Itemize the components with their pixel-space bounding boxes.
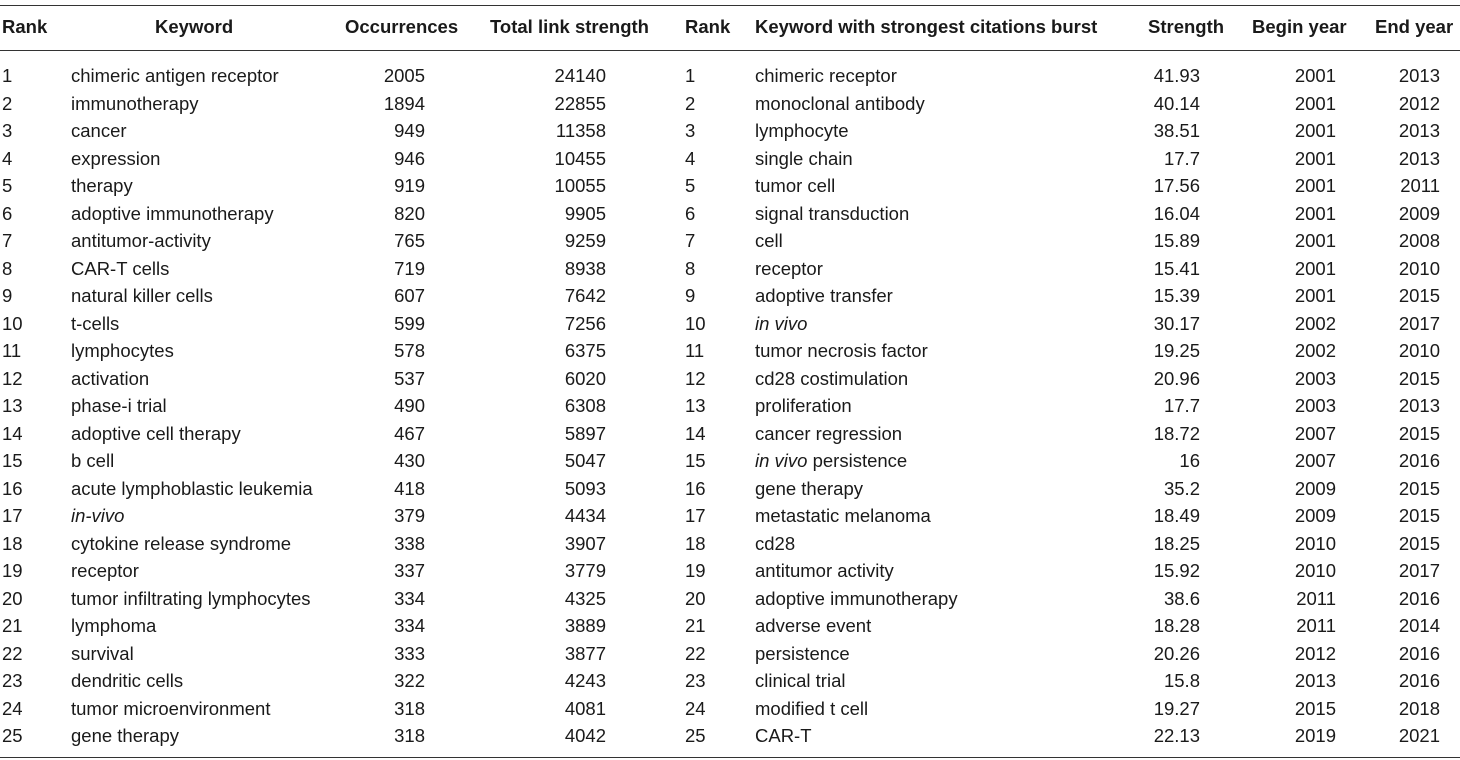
row-occurrences: 337 <box>394 560 425 581</box>
row-strength: 38.6 <box>1163 587 1200 609</box>
row-occurrences: 490 <box>394 395 425 416</box>
row-burst-keyword: gene therapy <box>755 477 864 499</box>
row-begin-year: 2001 <box>1294 257 1336 279</box>
table-top-rule <box>0 5 1460 6</box>
row-burst-keyword: proliferation <box>755 395 852 416</box>
row-burst-rank: 7 <box>685 230 696 251</box>
row-rank: 20 <box>2 587 23 609</box>
row-strength: 35.2 <box>1163 477 1200 499</box>
row-strength: 20.26 <box>1153 642 1200 664</box>
row-strength: 18.72 <box>1153 422 1200 444</box>
row-burst-keyword: tumor cell <box>755 175 836 196</box>
table-row <box>0 365 1460 393</box>
row-rank: 3 <box>2 120 13 141</box>
row-rank: 25 <box>2 725 23 746</box>
row-burst-keyword: modified t cell <box>755 697 869 719</box>
row-occurrences: 338 <box>394 532 425 554</box>
row-occurrences: 1894 <box>383 92 425 114</box>
row-total-link-strength: 5897 <box>564 422 606 444</box>
row-strength: 15.8 <box>1163 670 1200 691</box>
row-keyword: phase-i trial <box>71 395 167 416</box>
row-end-year: 2009 <box>1398 202 1440 224</box>
row-strength: 41.93 <box>1153 65 1200 86</box>
table-row <box>0 337 1460 365</box>
row-strength: 20.96 <box>1153 367 1200 389</box>
table-row <box>0 502 1460 530</box>
row-burst-rank: 14 <box>685 422 706 444</box>
header-rank: Rank <box>2 16 48 37</box>
table-row <box>0 172 1460 200</box>
row-begin-year: 2010 <box>1294 560 1336 581</box>
row-burst-rank: 25 <box>685 725 706 746</box>
row-burst-rank: 2 <box>685 92 696 114</box>
row-end-year: 2021 <box>1398 725 1440 746</box>
row-keyword: adoptive immunotherapy <box>71 202 274 224</box>
row-keyword: chimeric antigen receptor <box>71 65 279 86</box>
row-rank: 12 <box>2 367 23 389</box>
table-row <box>0 447 1460 475</box>
table-row <box>0 392 1460 420</box>
row-occurrences: 334 <box>394 587 425 609</box>
row-rank: 16 <box>2 477 23 499</box>
row-total-link-strength: 7642 <box>564 285 606 306</box>
row-keyword: immunotherapy <box>71 92 199 114</box>
row-keyword: activation <box>71 367 150 389</box>
row-strength: 40.14 <box>1153 92 1200 114</box>
row-keyword: adoptive cell therapy <box>71 422 241 444</box>
row-end-year: 2012 <box>1398 92 1440 114</box>
keyword-text: persistence <box>807 450 908 471</box>
row-burst-keyword: adoptive immunotherapy <box>755 587 958 609</box>
row-total-link-strength: 6375 <box>564 340 606 361</box>
row-rank: 19 <box>2 560 23 581</box>
row-occurrences: 537 <box>394 367 425 389</box>
row-begin-year: 2001 <box>1294 202 1336 224</box>
table-row <box>0 557 1460 585</box>
row-burst-keyword: cell <box>755 230 783 251</box>
row-begin-year: 2011 <box>1296 615 1336 636</box>
row-keyword: therapy <box>71 175 133 196</box>
row-burst-rank: 18 <box>685 532 706 554</box>
row-keyword: natural killer cells <box>71 285 213 306</box>
row-burst-rank: 12 <box>685 367 706 389</box>
row-burst-keyword: adverse event <box>755 615 872 636</box>
table-row <box>0 612 1460 640</box>
row-strength: 17.7 <box>1163 147 1200 169</box>
row-burst-rank: 22 <box>685 642 706 664</box>
header-keyword: Keyword <box>155 16 234 37</box>
row-keyword: tumor microenvironment <box>71 697 271 719</box>
row-end-year: 2008 <box>1398 230 1440 251</box>
row-total-link-strength: 10455 <box>554 147 606 169</box>
row-burst-keyword: antitumor activity <box>755 560 894 581</box>
row-occurrences: 949 <box>394 120 425 141</box>
row-begin-year: 2001 <box>1294 230 1336 251</box>
row-strength: 30.17 <box>1153 312 1200 334</box>
row-occurrences: 418 <box>394 477 425 499</box>
row-rank: 13 <box>2 395 23 416</box>
row-occurrences: 2005 <box>383 65 425 86</box>
table-row <box>0 145 1460 173</box>
row-burst-rank: 9 <box>685 285 696 306</box>
row-end-year: 2015 <box>1398 532 1440 554</box>
row-occurrences: 430 <box>394 450 425 471</box>
header-end-year: End year <box>1375 16 1454 37</box>
row-rank: 11 <box>2 340 22 361</box>
header-occurrences: Occurrences <box>345 16 459 37</box>
row-begin-year: 2001 <box>1294 120 1336 141</box>
row-occurrences: 578 <box>394 340 425 361</box>
row-rank: 5 <box>2 175 13 196</box>
italic-keyword: in vivo <box>755 450 808 471</box>
row-keyword: antitumor-activity <box>71 230 211 251</box>
row-burst-keyword: lymphocyte <box>755 120 849 141</box>
table-row <box>0 530 1460 558</box>
row-keyword: CAR-T cells <box>71 257 170 279</box>
row-total-link-strength: 24140 <box>554 65 606 86</box>
row-begin-year: 2010 <box>1294 532 1336 554</box>
table-row <box>0 227 1460 255</box>
row-keyword: tumor infiltrating lymphocytes <box>71 587 311 609</box>
row-keyword: lymphocytes <box>71 340 174 361</box>
row-burst-rank: 23 <box>685 670 706 691</box>
row-occurrences: 765 <box>394 230 425 251</box>
row-burst-rank: 16 <box>685 477 706 499</box>
row-burst-rank: 24 <box>685 697 706 719</box>
table-row <box>0 90 1460 118</box>
row-occurrences: 607 <box>394 285 425 306</box>
row-strength: 16 <box>1179 450 1200 471</box>
row-total-link-strength: 3889 <box>564 615 606 636</box>
row-burst-keyword: single chain <box>755 147 853 169</box>
row-keyword: b cell <box>71 450 115 471</box>
row-keyword: survival <box>71 642 134 664</box>
row-burst-keyword: adoptive transfer <box>755 285 893 306</box>
row-occurrences: 379 <box>394 505 425 526</box>
row-occurrences: 467 <box>394 422 425 444</box>
table-bottom-rule <box>0 757 1460 758</box>
row-keyword: gene therapy <box>71 725 180 746</box>
row-rank: 8 <box>2 257 13 279</box>
row-rank: 24 <box>2 697 23 719</box>
header-begin-year: Begin year <box>1252 16 1347 37</box>
row-rank: 22 <box>2 642 23 664</box>
row-strength: 16.04 <box>1153 202 1200 224</box>
row-strength: 18.49 <box>1153 505 1200 526</box>
header-strength: Strength <box>1148 16 1225 37</box>
row-burst-keyword: chimeric receptor <box>755 65 897 86</box>
row-occurrences: 919 <box>394 175 425 196</box>
row-end-year: 2014 <box>1398 615 1440 636</box>
row-keyword: lymphoma <box>71 615 157 636</box>
row-keyword: expression <box>71 147 161 169</box>
row-begin-year: 2011 <box>1296 587 1336 609</box>
row-burst-keyword: monoclonal antibody <box>755 92 925 114</box>
row-burst-keyword: clinical trial <box>755 670 846 691</box>
row-burst-rank: 15 <box>685 450 706 471</box>
table-row <box>0 667 1460 695</box>
row-end-year: 2016 <box>1398 587 1440 609</box>
row-total-link-strength: 4243 <box>564 670 606 691</box>
row-burst-rank: 4 <box>685 147 696 169</box>
row-end-year: 2016 <box>1398 642 1440 664</box>
row-total-link-strength: 11358 <box>555 120 606 141</box>
row-begin-year: 2002 <box>1294 340 1336 361</box>
table-row <box>0 117 1460 145</box>
table-row <box>0 310 1460 338</box>
row-total-link-strength: 22855 <box>554 92 606 114</box>
row-end-year: 2010 <box>1398 340 1440 361</box>
row-strength: 19.25 <box>1153 340 1200 361</box>
table-row <box>0 475 1460 503</box>
row-total-link-strength: 3907 <box>564 532 606 554</box>
row-keyword: receptor <box>71 560 139 581</box>
row-strength: 22.13 <box>1153 725 1200 746</box>
row-total-link-strength: 4042 <box>564 725 606 746</box>
row-strength: 15.41 <box>1153 257 1200 279</box>
row-total-link-strength: 6308 <box>564 395 606 416</box>
row-rank: 15 <box>2 450 23 471</box>
header-burst-rank: Rank <box>685 16 731 37</box>
table-row <box>0 640 1460 668</box>
row-occurrences: 719 <box>394 257 425 279</box>
row-strength: 18.28 <box>1153 615 1200 636</box>
row-begin-year: 2007 <box>1294 450 1336 471</box>
row-occurrences: 318 <box>394 697 425 719</box>
row-end-year: 2017 <box>1398 560 1440 581</box>
row-total-link-strength: 10055 <box>554 175 606 196</box>
row-total-link-strength: 4081 <box>564 697 606 719</box>
table-row <box>0 62 1460 90</box>
row-burst-rank: 5 <box>685 175 696 196</box>
row-end-year: 2013 <box>1398 120 1440 141</box>
row-burst-keyword: metastatic melanoma <box>755 505 931 526</box>
table-header-rule <box>0 50 1460 51</box>
row-rank: 2 <box>2 92 13 114</box>
row-end-year: 2013 <box>1398 147 1440 169</box>
row-occurrences: 318 <box>394 725 425 746</box>
row-rank: 1 <box>2 65 13 86</box>
row-end-year: 2015 <box>1398 477 1440 499</box>
row-strength: 18.25 <box>1153 532 1200 554</box>
row-begin-year: 2009 <box>1294 477 1336 499</box>
row-begin-year: 2019 <box>1294 725 1336 746</box>
table-row <box>0 282 1460 310</box>
row-occurrences: 820 <box>394 202 425 224</box>
row-burst-rank: 21 <box>685 615 706 636</box>
row-end-year: 2015 <box>1398 505 1440 526</box>
row-rank: 4 <box>2 147 13 169</box>
row-begin-year: 2009 <box>1294 505 1336 526</box>
row-burst-rank: 10 <box>685 312 706 334</box>
row-burst-keyword: cd28 <box>755 532 796 554</box>
row-begin-year: 2001 <box>1294 92 1336 114</box>
italic-keyword: in-vivo <box>71 505 125 526</box>
row-burst-keyword: CAR-T <box>755 725 812 746</box>
row-keyword: cytokine release syndrome <box>71 532 292 554</box>
row-burst-rank: 13 <box>685 395 706 416</box>
row-keyword: dendritic cells <box>71 670 184 691</box>
row-end-year: 2015 <box>1398 285 1440 306</box>
italic-keyword: in vivo <box>755 312 808 334</box>
row-keyword: acute lymphoblastic leukemia <box>71 477 313 499</box>
row-burst-keyword <box>755 310 807 338</box>
header-burst-keyword: Keyword with strongest citations burst <box>755 16 1098 37</box>
table-header-row <box>0 12 1460 42</box>
row-total-link-strength: 7256 <box>564 312 606 334</box>
row-rank: 10 <box>2 312 23 334</box>
table-row <box>0 722 1460 750</box>
row-rank: 7 <box>2 230 13 251</box>
row-burst-keyword: signal transduction <box>755 202 910 224</box>
row-begin-year: 2007 <box>1294 422 1336 444</box>
row-burst-keyword: tumor necrosis factor <box>755 340 928 361</box>
row-end-year: 2013 <box>1398 395 1440 416</box>
row-strength: 19.27 <box>1153 697 1200 719</box>
row-begin-year: 2001 <box>1294 65 1336 86</box>
row-burst-rank: 8 <box>685 257 696 279</box>
row-occurrences: 599 <box>394 312 425 334</box>
row-occurrences: 322 <box>394 670 425 691</box>
table-row <box>0 695 1460 723</box>
row-rank: 21 <box>2 615 23 636</box>
row-total-link-strength: 6020 <box>564 367 606 389</box>
row-burst-rank: 1 <box>685 65 696 86</box>
row-rank: 6 <box>2 202 13 224</box>
row-total-link-strength: 3779 <box>564 560 606 581</box>
row-strength: 15.92 <box>1153 560 1200 581</box>
table-row <box>0 255 1460 283</box>
row-burst-rank: 17 <box>685 505 706 526</box>
header-total-link-strength: Total link strength <box>490 16 649 37</box>
row-end-year: 2013 <box>1398 65 1440 86</box>
row-begin-year: 2001 <box>1294 147 1336 169</box>
row-total-link-strength: 4434 <box>564 505 606 526</box>
row-end-year: 2017 <box>1398 312 1440 334</box>
row-begin-year: 2013 <box>1294 670 1336 691</box>
row-begin-year: 2003 <box>1294 367 1336 389</box>
row-total-link-strength: 3877 <box>564 642 606 664</box>
row-end-year: 2011 <box>1400 175 1440 196</box>
row-end-year: 2015 <box>1398 367 1440 389</box>
row-strength: 17.56 <box>1153 175 1200 196</box>
row-strength: 17.7 <box>1163 395 1200 416</box>
row-begin-year: 2002 <box>1294 312 1336 334</box>
row-end-year: 2018 <box>1398 697 1440 719</box>
row-burst-keyword: cancer regression <box>755 422 903 444</box>
row-rank: 17 <box>2 505 23 526</box>
row-total-link-strength: 8938 <box>564 257 606 279</box>
table-row <box>0 585 1460 613</box>
row-keyword: cancer <box>71 120 127 141</box>
row-total-link-strength: 5047 <box>564 450 606 471</box>
row-burst-rank: 3 <box>685 120 696 141</box>
row-burst-keyword: cd28 costimulation <box>755 367 909 389</box>
row-rank: 23 <box>2 670 23 691</box>
row-total-link-strength: 4325 <box>564 587 606 609</box>
row-total-link-strength: 5093 <box>564 477 606 499</box>
table-row <box>0 420 1460 448</box>
row-end-year: 2016 <box>1398 450 1440 471</box>
row-occurrences: 333 <box>394 642 425 664</box>
row-strength: 15.39 <box>1153 285 1200 306</box>
row-begin-year: 2001 <box>1294 175 1336 196</box>
row-end-year: 2016 <box>1398 670 1440 691</box>
row-burst-rank: 6 <box>685 202 696 224</box>
row-strength: 15.89 <box>1153 230 1200 251</box>
row-burst-keyword: receptor <box>755 257 823 279</box>
row-begin-year: 2001 <box>1294 285 1336 306</box>
row-begin-year: 2012 <box>1294 642 1336 664</box>
row-burst-keyword <box>755 447 907 475</box>
row-total-link-strength: 9259 <box>564 230 606 251</box>
row-end-year: 2015 <box>1398 422 1440 444</box>
row-occurrences: 946 <box>394 147 425 169</box>
row-rank: 18 <box>2 532 23 554</box>
row-burst-rank: 20 <box>685 587 706 609</box>
row-keyword <box>71 502 124 530</box>
row-rank: 14 <box>2 422 23 444</box>
table-row <box>0 200 1460 228</box>
row-strength: 38.51 <box>1153 120 1200 141</box>
row-end-year: 2010 <box>1398 257 1440 279</box>
row-begin-year: 2015 <box>1294 697 1336 719</box>
row-begin-year: 2003 <box>1294 395 1336 416</box>
row-burst-rank: 11 <box>685 340 705 361</box>
row-burst-rank: 19 <box>685 560 706 581</box>
row-rank: 9 <box>2 285 13 306</box>
row-occurrences: 334 <box>394 615 425 636</box>
row-total-link-strength: 9905 <box>564 202 606 224</box>
row-burst-keyword: persistence <box>755 642 850 664</box>
row-keyword: t-cells <box>71 312 120 334</box>
